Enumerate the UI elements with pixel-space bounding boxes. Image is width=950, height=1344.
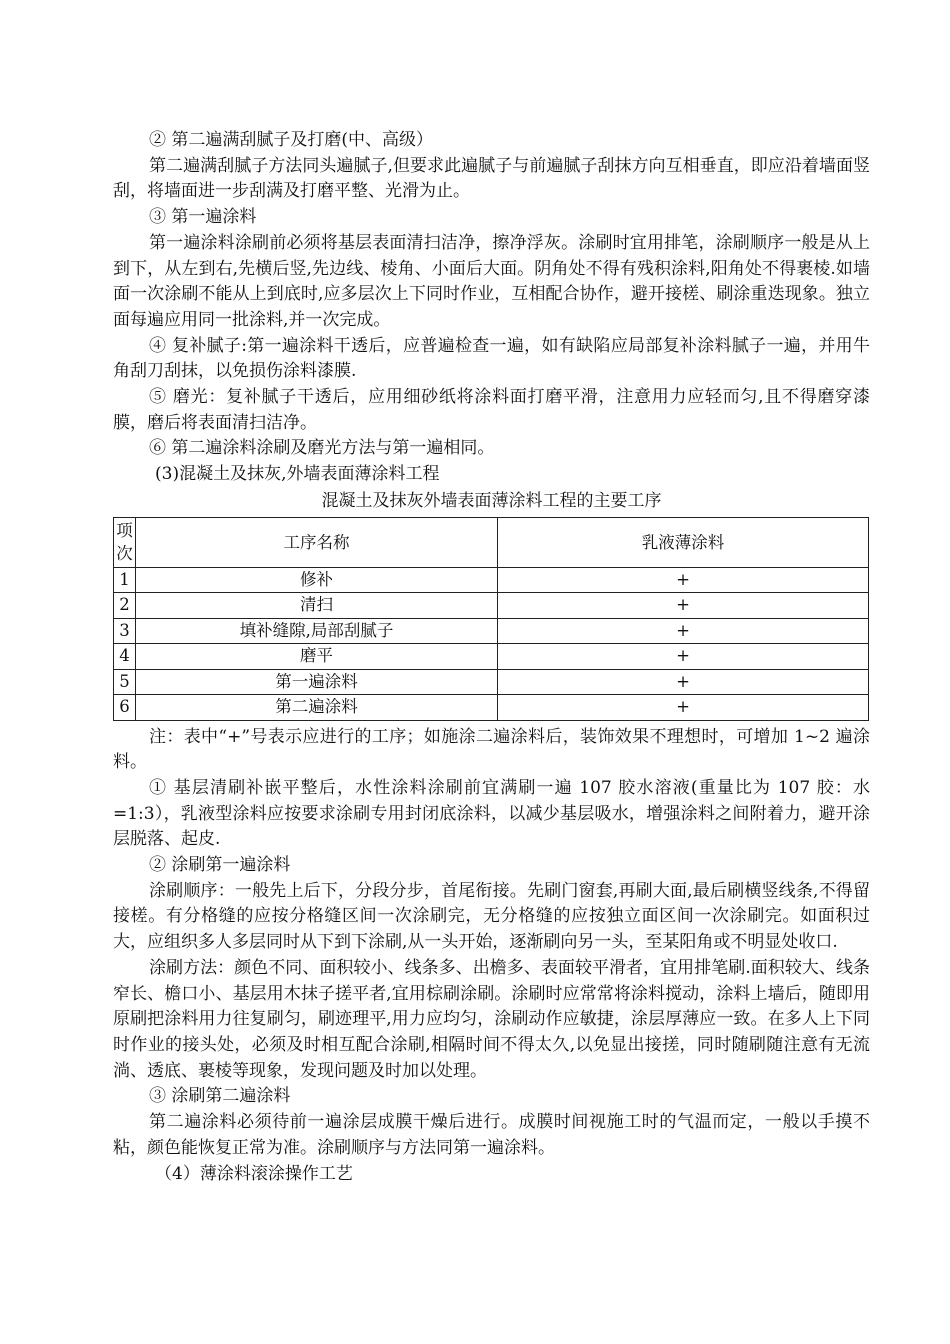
paragraph: 第二遍涂料必须待前一遍涂层成膜干燥后进行。成膜时间视施工时的气温而定，一般以手摸不粘，颜色能恢复正常为准。涂刷顺序与方法同第一遍涂料。	[113, 1112, 870, 1158]
paragraph: ④ 复补腻子:第一遍涂料干透后，应普遍检查一遍，如有缺陷应局部复补涂料腻子一遍，并用牛角刮刀刮抹，以免损伤涂料漆膜.	[113, 335, 870, 382]
paragraph: ① 基层清刷补嵌平整后，水性涂料涂刷前宜满刷一遍 107 胶水溶液(重量比为 107 胶：水=1:3），乳液型涂料应按要求涂刷专用封闭底涂料，以减少基层吸水，增强涂料之间附着力，避开涂层脱落、起皮.	[113, 777, 870, 850]
cell-mark: +	[498, 695, 869, 721]
table-row	[114, 644, 869, 670]
table-header-row	[114, 517, 869, 567]
table-row	[114, 567, 869, 593]
paragraph: 第一遍涂料涂刷前必须将基层表面清扫洁净，擦净浮灰。涂刷时宜用排笔，涂刷顺序一般是从上到下，从左到右,先横后竖,先边线、棱角、小面后大面。阴角处不得有残积涂料,阳角处不得裹棱.如墙面一次涂刷不能从上到底时,应多层次上下同时作业，互相配合协作，避开接槎、刷涂重迭现象。独立面每遍应用同一批涂料,并一次完成。	[113, 232, 870, 330]
paragraph: ② 涂刷第一遍涂料	[149, 855, 291, 876]
paragraph: ③ 涂刷第二遍涂料	[149, 1086, 291, 1107]
paragraph: ② 第二遍满刮腻子及打磨(中、高级）	[149, 130, 434, 150]
table-caption: 混凝土及抹灰外墙表面薄涂料工程的主要工序	[321, 490, 662, 511]
document-page	[113, 128, 870, 1187]
cell-process: 第一遍涂料	[136, 669, 498, 695]
table-row	[114, 618, 869, 644]
cell-index: 1	[114, 567, 136, 593]
paragraph: 涂刷方法：颜色不同、面积较小、线条多、出檐多、表面较平滑者，宜用排笔刷.面积较大、线条窄长、檐口小、基层用木抹子搓平者,宜用棕刷涂刷。涂刷时应常常将涂料搅动，涂料上墙后，随即用原刷把涂料用力往复刷匀，刷迹理平,用力应均匀，涂刷动作应敏捷，涂层厚薄应一致。在多人上下同时作业的接头处，必须及时相互配合涂刷,相隔时间不得太久,以免显出接搓，同时随刷随注意有无流淌、透底、裹棱等现象，发现问题及时加以处理。	[113, 957, 870, 1081]
column-header-index: 项次	[114, 517, 136, 567]
table-row	[114, 669, 869, 695]
cell-process: 填补缝隙,局部刮腻子	[136, 618, 498, 644]
table-row	[114, 593, 869, 619]
section-heading: （4）薄涂料滚涂操作工艺	[155, 1163, 353, 1184]
bottom-paragraphs	[113, 725, 870, 1188]
paragraph: ③ 第一遍涂料	[149, 207, 257, 228]
top-paragraphs	[113, 128, 870, 488]
paragraph: ⑤ 磨光：复补腻子干透后，应用细砂纸将涂料面打磨平滑，注意用力应轻而匀,且不得磨穿漆膜，磨后将表面清扫洁净。	[113, 387, 870, 433]
table-row	[114, 695, 869, 721]
section-heading: (3)混凝土及抹灰,外墙表面薄涂料工程	[155, 464, 440, 485]
paragraph: 第二遍满刮腻子方法同头遍腻子,但要求此遍腻子与前遍腻子刮抹方向互相垂直，即应沿着墙面竖刮，将墙面进一步刮满及打磨平整、光滑为止。	[113, 155, 870, 202]
column-header-latex-coating: 乳液薄涂料	[498, 517, 869, 567]
cell-mark: +	[498, 618, 869, 644]
cell-index: 6	[114, 695, 136, 721]
cell-index: 5	[114, 669, 136, 695]
cell-process: 磨平	[136, 644, 498, 670]
paragraph: ⑥ 第二遍涂料涂刷及磨光方法与第一遍相同。	[149, 438, 495, 459]
cell-index: 4	[114, 644, 136, 670]
cell-index: 2	[114, 593, 136, 619]
cell-process: 清扫	[136, 593, 498, 619]
cell-process: 修补	[136, 567, 498, 593]
cell-index: 3	[114, 618, 136, 644]
cell-process: 第二遍涂料	[136, 695, 498, 721]
process-table	[113, 517, 869, 721]
cell-mark: +	[498, 669, 869, 695]
cell-mark: +	[498, 567, 869, 593]
table-note: 注：表中“+”号表示应进行的工序；如施涂二遍涂料后，装饰效果不理想时，可增加 1~2 遍涂料。	[113, 726, 870, 773]
paragraph: 涂刷顺序：一般先上后下，分段分步，首尾衔接。先刷门窗套,再刷大面,最后刷横竖线条,不得留接槎。有分格缝的应按分格缝区间一次涂刷完，无分格缝的应按独立面区间一次涂刷完。如面积过大，应组织多人多层同时从下到下涂刷,从一头开始，逐渐刷向另一头，至某阳角或不明显处收口.	[113, 880, 870, 953]
cell-mark: +	[498, 644, 869, 670]
column-header-process: 工序名称	[136, 517, 498, 567]
cell-mark: +	[498, 593, 869, 619]
